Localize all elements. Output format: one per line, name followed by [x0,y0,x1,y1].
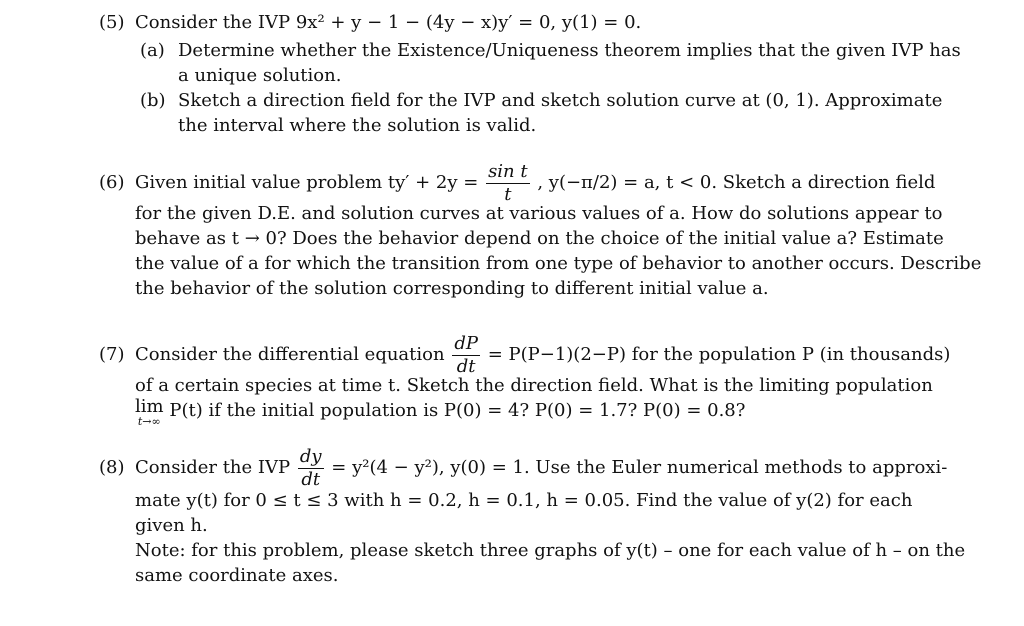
problem-number: (5) [99,12,125,33]
limit-operator [135,398,164,427]
problem-text: mate y(t) for 0 ≤ t ≤ 3 with h = 0.2, h = 0.1, h = 0.05. Find the value of y(2) for each [135,490,913,511]
problem-text: for the given D.E. and solution curves at various values of a. How do solutions appear to [135,203,943,224]
statement-text: P(t) if the initial population is P(0) = 4? P(0) = 1.7? P(0) = 0.8? [169,400,746,421]
fraction-denominator: t [504,183,512,205]
fraction [452,332,480,377]
problem-text [135,398,745,427]
problem-number: (6) [99,172,125,193]
statement-text: Given initial value problem ty′ + 2y = [135,172,479,193]
statement-text: , y(−π/2) = a, t < 0. Sketch a direction field [537,172,936,193]
problem-text: the value of a for which the transition from one type of behavior to another occurs. Describe [135,253,982,274]
part-label: (b) [140,90,166,111]
fraction-numerator: dy [299,445,322,467]
fraction [486,160,530,205]
limit-subscript: t→∞ [137,415,161,428]
statement-text: Consider the differential equation [135,344,445,365]
statement-text: = P(P−1)(2−P) for the population P (in thousands) [487,344,951,365]
problem-text: the behavior of the solution corresponding to different initial value a. [135,278,769,299]
problem-text: same coordinate axes. [135,565,339,586]
problem-text: behave as t → 0? Does the behavior depend on the choice of the initial value a? Estimate [135,228,944,249]
part-label: (a) [140,40,165,61]
part-text: Sketch a direction field for the IVP and sketch solution curve at (0, 1). Approximate [178,90,943,111]
fraction-denominator: dt [301,468,321,490]
limit-word: lim [135,396,164,417]
problem-statement: Consider the IVP 9x² + y − 1 − (4y − x)y′ = 0, y(1) = 0. [135,12,642,33]
problem-number: (8) [99,457,125,478]
part-text: Determine whether the Existence/Uniqueness theorem implies that the given IVP has [178,40,961,61]
fraction-denominator: dt [456,355,476,377]
problem-text: of a certain species at time t. Sketch the direction field. What is the limiting population [135,375,933,396]
fraction-numerator: dP [454,332,478,354]
statement-text: = y²(4 − y²), y(0) = 1. Use the Euler numerical methods to approxi- [331,457,948,478]
fraction-numerator: sin t [488,160,528,182]
problem-statement [135,442,947,493]
problem-text: given h. [135,515,208,536]
problem-text: Note: for this problem, please sketch three graphs of y(t) – one for each value of h – on the [135,540,966,561]
fraction [298,445,324,490]
part-text: a unique solution. [178,65,342,86]
part-text: the interval where the solution is valid. [178,115,537,136]
statement-text: Consider the IVP [135,457,291,478]
problem-number: (7) [99,344,125,365]
